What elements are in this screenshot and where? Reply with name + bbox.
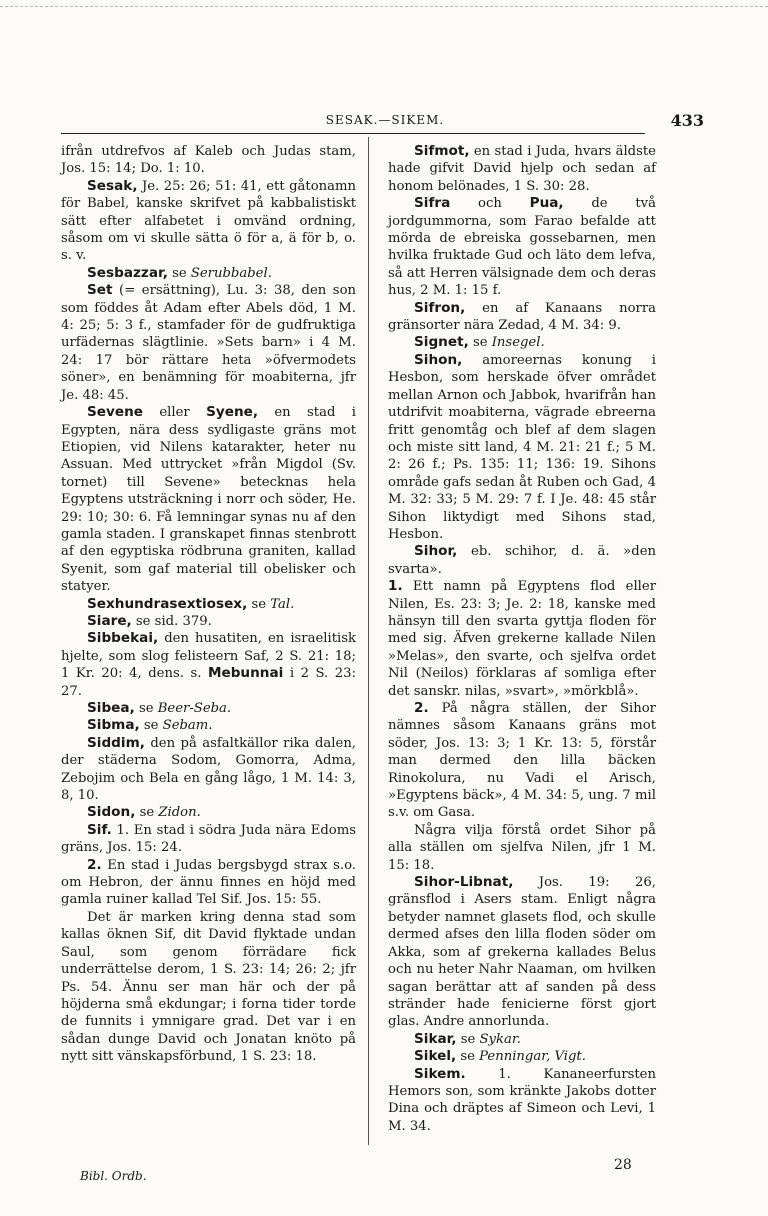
entry-headword: Sesbazzar, bbox=[87, 264, 168, 281]
entry-text: (= ersättning), Lu. 3: 38, den son som föddes åt Adam efter Abels död, 1 M. 4: 25; 5: 3 f., stamfader för de gudfruktiga urfädernas slägtlinie. »Sets barn» i 4 M. 24: 17 bör rättare heta »öfvermodets söner», en benämning för moabiterna, jfr Je. 48: 45. bbox=[61, 283, 356, 403]
page-number: 433 bbox=[670, 111, 704, 130]
entry bbox=[61, 178, 356, 265]
entry-headword: Set bbox=[87, 282, 113, 299]
entry-text: se bbox=[456, 1049, 480, 1065]
signature-mark: Bibl. Ordb. bbox=[80, 1169, 147, 1183]
cross-reference: Serubbabel. bbox=[190, 265, 272, 281]
entry-text: se bbox=[247, 596, 271, 612]
entry bbox=[61, 735, 356, 805]
entry-text: Det är marken kring denna stad som kallas öknen Sif, dit David flyktade undan Saul, som genom förrädare fick underrättelse derom, 1 S. 23: 14; 26: 2; jfr Ps. 54. Ännu ser man här och der på höjderna små ekdungar; i forna tider torde de funnits i ymnigare grad. Det var i en sådan dunge David och Jonatan knöto på nytt sitt vänskapsförbund, 1 S. 23: 18. bbox=[61, 909, 356, 1065]
entry bbox=[61, 143, 356, 178]
entry-text: Ett namn på Egyptens flod eller Nilen, Es. 23: 3; Je. 2: 18, kanske med hänsyn till den svarta gyttja floden för med sig. Äfven grekerne kallade Nilen »Melas», den svarte, och sjelfva ordet Nil (Neilos) förklaras af somliga efter det sanskr. nilas, »svart», »mörkblå». bbox=[388, 579, 656, 699]
entry-headword: 2. bbox=[87, 856, 102, 873]
entry bbox=[388, 334, 656, 351]
entry-text: den husatiten, en israelitisk hjelte, som slog felisteern Saf, 2 S. 21: 18; 1 Kr. 20: 4, dens. s. bbox=[61, 631, 356, 682]
entry-headword: Sihor-Libnat, bbox=[414, 874, 514, 891]
entry bbox=[61, 717, 356, 734]
entry-headword: Sibbekai, bbox=[87, 630, 159, 647]
entry-text: amoreernas konung i Hesbon, som herskade öfver området mellan Arnon och Jabbok, hvarifrån han utdrifvit moabiterna, vägrade ebreerna fritt genomtåg och blef af dem slagen och miste sitt land, 4 M. 21: 21 f.; 5 M. 2: 26 f.; Ps. 135: 11; 136: 19. Sihons område gafs sedan åt Ruben och Gad, 4 M. 32: 33; 5 M. 29: 7 f. I Je. 48: 45 står Sihon liktydigt med Sihons stad, Hesbon. bbox=[388, 352, 656, 542]
entry-headword: Sifra bbox=[414, 195, 451, 212]
entry bbox=[61, 804, 356, 821]
entry-text: se sid. 379. bbox=[131, 613, 212, 629]
entry bbox=[61, 909, 356, 1066]
entry-text: se bbox=[135, 805, 159, 821]
entry-text: Några vilja förstå ordet Sihor på alla ställen om sjelfva Nilen, jfr 1 M. 15: 18. bbox=[388, 822, 656, 873]
entry bbox=[61, 265, 356, 282]
entry-text: se bbox=[468, 335, 492, 351]
entry bbox=[388, 143, 656, 195]
entry bbox=[388, 822, 656, 874]
entry-headword: 1. bbox=[388, 578, 403, 595]
entry bbox=[388, 1048, 656, 1065]
entry-text: en af Kanaans norra gränsorter nära Zedad, 4 M. 34: 9. bbox=[388, 300, 656, 334]
running-title: SESAK.—SIKEM. bbox=[325, 113, 445, 127]
entry-text: Jos. 19: 26, gränsflod i Asers stam. Enligt några betyder namnet glasets flod, och skulle dermed afses den lilla floden söder om Akka, som af grekerna kallades Belus och nu heter Nahr Naaman, om hvilken sagan berättar att af sanden på dess stränder hade fenicierne först gjort glas. Andre annorlunda. bbox=[388, 875, 656, 1030]
entry bbox=[388, 300, 656, 335]
entry-text: i 2 S. 23: 27. bbox=[61, 666, 357, 699]
cross-reference: Tal. bbox=[270, 596, 295, 612]
entry-headword: Sexhundrasextiosex, bbox=[87, 595, 248, 612]
entry-headword: Signet, bbox=[414, 334, 469, 351]
entry-headword: 2. bbox=[414, 700, 429, 716]
entry bbox=[61, 596, 356, 613]
entry-text: se bbox=[139, 718, 163, 734]
entry-text: 1. Kananeerfursten Hemors son, som kränkte Jakobs dotter Dina och dräptes af Simeon och Levi, 1 M. 34. bbox=[388, 1066, 656, 1134]
entry-headword: Syene, bbox=[206, 404, 259, 421]
entry bbox=[61, 630, 356, 700]
entry bbox=[61, 857, 356, 909]
cross-reference: Insegel. bbox=[491, 335, 545, 351]
left-column bbox=[61, 143, 356, 1066]
entry-headword: Sevene bbox=[87, 404, 143, 421]
entry-text: se bbox=[134, 701, 158, 716]
entry-headword: Sikem. bbox=[414, 1065, 466, 1082]
entry bbox=[388, 578, 656, 700]
entry-headword: Sif. bbox=[87, 821, 112, 838]
entry-text: och bbox=[450, 196, 530, 212]
cross-reference: Sykar. bbox=[479, 1031, 521, 1047]
entry-text: en stad i Egypten, nära dess sydligaste gräns mot Etiopien, vid Nilens katarakter, heter nu Assuan. Med uttrycket »från Migdol (Sv. tornet) till Sevene» betecknas hela Egyptens utsträckning i norr och söder, He. 29: 10; 30: 6. Få lemningar synas nu af den gamla staden. I granskapet finnas stenbrott af den egyptiska rödbruna graniten, kallad Syenit, som gaf material till obelisker och statyer. bbox=[61, 405, 356, 595]
entry-text: 1. En stad i södra Juda nära Edoms gräns, Jos. 15: 24. bbox=[61, 822, 356, 856]
entry-text: eller bbox=[143, 405, 207, 421]
entry-headword: Siddim, bbox=[87, 734, 145, 751]
entry-text: de två jordgummorna, som Farao befalde att mörda de ebreiska gossebarnen, men hvilka fruktade Gud och läto dem lefva, så att Herren välsignade dem och deras hus, 2 M. 1: 15 f. bbox=[388, 196, 656, 299]
entry-headword: Sihon, bbox=[414, 351, 463, 368]
entry-text: På några ställen, der Sihor nämnes såsom Kanaans gräns mot söder, Jos. 13: 3; 1 Kr. 13: 5, förstår man dermed den lilla bäcken Rinokolura, nu Vadi el Arisch, »Egyptens bäck», 4 M. 34: 5, ung. 7 mil s.v. om Gasa. bbox=[388, 701, 656, 821]
entry-headword: Sikel, bbox=[414, 1048, 457, 1065]
entry bbox=[61, 282, 356, 404]
cross-reference: Penningar, Vigt. bbox=[479, 1049, 586, 1065]
entry-headword: Siare, bbox=[87, 612, 132, 629]
entry-text: den på asfaltkällor rika dalen, der städerna Sodom, Gomorra, Adma, Zebojim och Bela en gång lågo, 1 M. 14: 3, 8, 10. bbox=[61, 735, 356, 804]
entry-text: se bbox=[167, 265, 191, 281]
entry bbox=[388, 543, 656, 578]
column-divider bbox=[368, 137, 369, 1145]
entry bbox=[388, 874, 656, 1031]
entry-text: ifrån utdrefvos af Kaleb och Judas stam, Jos. 15: 14; Do. 1: 10. bbox=[61, 144, 356, 177]
entry-headword: Sibea, bbox=[87, 700, 135, 716]
sheet-number: 28 bbox=[614, 1157, 632, 1173]
entry-text: en stad i Juda, hvars äldste hade gifvit David hjelp och sedan af honom belönades, 1 S. 30: 28. bbox=[388, 144, 656, 194]
entry-text: Je. 25: 26; 51: 41, ett gåtonamn för Babel, kanske skrifvet på kabbalistiskt sätt efter alfabetet i omvänd ordning, såsom om vi skulle sätta ö för a, ä för b, o. s. v. bbox=[61, 178, 356, 264]
entry-headword: Sibma, bbox=[87, 717, 140, 734]
top-edge-line bbox=[0, 6, 768, 7]
cross-reference: Sebam. bbox=[162, 718, 213, 734]
entry bbox=[61, 700, 356, 717]
entry-headword: Sesak, bbox=[87, 177, 138, 194]
page-header bbox=[60, 111, 710, 131]
entry-headword: Sifmot, bbox=[414, 143, 470, 159]
entry-text: En stad i Judas bergsbygd strax s.o. om Hebron, der ännu finnes en höjd med gamla ruiner kallad Tel Sif. Jos. 15: 55. bbox=[61, 857, 356, 908]
entry bbox=[61, 822, 356, 857]
entry bbox=[388, 1066, 656, 1136]
entry-text: eb. schihor, d. ä. »den svarta». bbox=[388, 544, 656, 577]
entry bbox=[388, 195, 656, 299]
entry-headword: Pua, bbox=[529, 195, 564, 212]
right-column bbox=[388, 143, 656, 1135]
cross-reference: Beer-Seba. bbox=[157, 701, 232, 716]
entry-headword: Mebunnai bbox=[207, 665, 284, 682]
entry-headword: Sidon, bbox=[87, 804, 136, 821]
entry bbox=[388, 352, 656, 543]
entry-headword: Sihor, bbox=[414, 543, 458, 560]
header-rule bbox=[61, 133, 645, 134]
entry bbox=[61, 613, 356, 630]
entry bbox=[61, 404, 356, 595]
entry bbox=[388, 700, 656, 822]
entry bbox=[388, 1031, 656, 1048]
cross-reference: Zidon. bbox=[158, 805, 201, 821]
entry-headword: Sifron, bbox=[414, 299, 466, 316]
entry-headword: Sikar, bbox=[414, 1030, 457, 1047]
entry-text: se bbox=[456, 1031, 480, 1047]
